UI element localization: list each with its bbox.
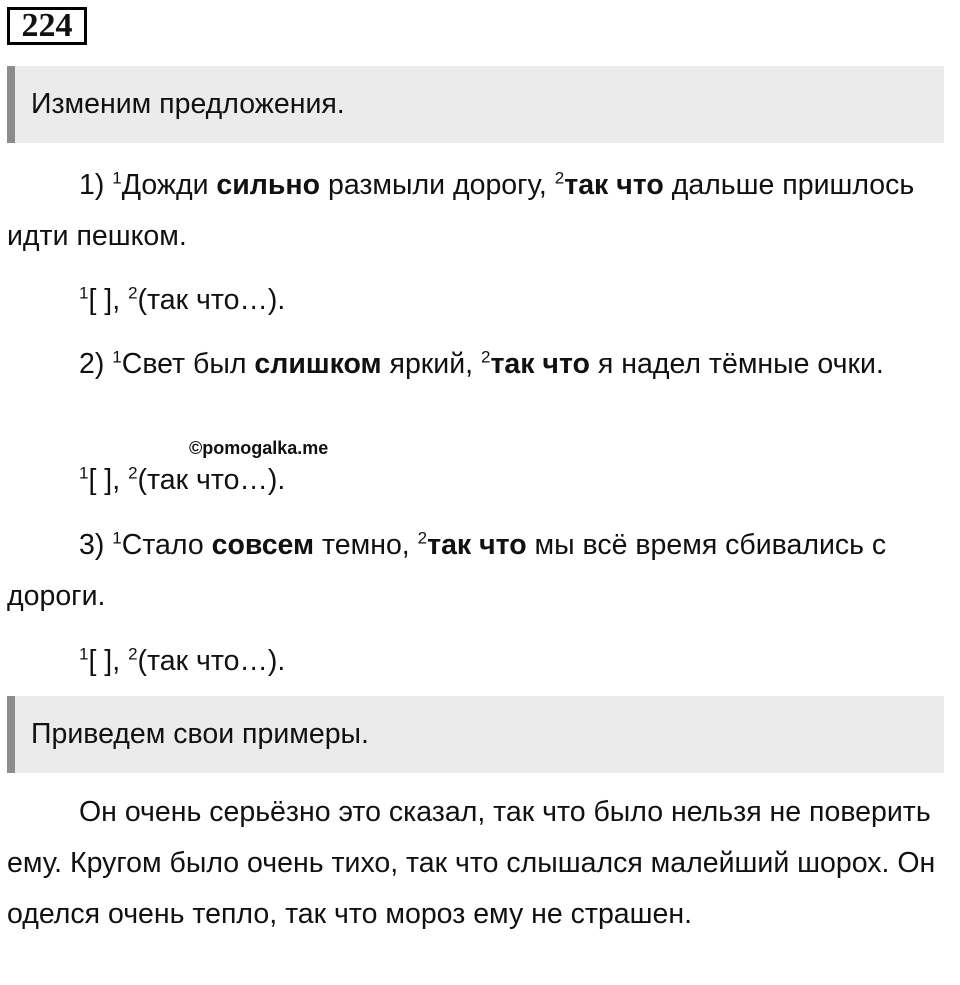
clause-index: 2 (128, 644, 138, 664)
item-number: 1) (79, 169, 105, 201)
item-number: 3) (79, 529, 105, 561)
clause-index: 2 (480, 347, 491, 367)
text-part: дальше пришлось идти пешком. (7, 169, 915, 252)
clause-index: 1 (79, 463, 89, 483)
bold-conjunction: так что (490, 348, 590, 380)
examples-paragraph: Он очень серьёзно это сказал, так что было нельзя не поверить ему. Кругом было очень тихо, так что слышался малейший шорох. Он оделся очень тепло, так что мороз ему не страшен. (7, 796, 936, 930)
clause-index: 2 (417, 528, 428, 548)
sentence-2 (7, 339, 952, 390)
scheme-part: (так что…). (137, 464, 286, 496)
watermark: ©pomogalka.me (189, 438, 329, 458)
clause-index: 1 (112, 168, 122, 188)
bold-conjunction: так что (564, 169, 664, 201)
scheme-3 (79, 636, 285, 687)
clause-index: 1 (112, 528, 122, 548)
clause-index: 1 (79, 283, 89, 303)
text-part: Стало (121, 529, 212, 561)
bold-word: слишком (254, 348, 382, 380)
clause-index: 2 (128, 463, 138, 483)
text-part: размыли дорогу, (320, 169, 555, 201)
sentence-3 (7, 520, 952, 622)
scheme-part: (так что…). (137, 645, 286, 677)
bold-word: совсем (211, 529, 315, 561)
scheme-part: [ ], (88, 464, 129, 496)
scheme-1 (79, 275, 285, 326)
text-part: Свет был (121, 348, 255, 380)
scheme-part: [ ], (88, 645, 129, 677)
text-part: мы всё время сбивались с дороги. (7, 529, 887, 612)
text-part: темно, (314, 529, 418, 561)
scheme-part: [ ], (88, 284, 129, 316)
section-heading-change: Изменим предложения. (7, 66, 944, 143)
item-number: 2) (79, 348, 105, 380)
scheme-2 (79, 455, 285, 506)
sentence-1 (7, 160, 952, 262)
section-heading-examples: Приведем свои примеры. (7, 696, 944, 773)
clause-index: 1 (112, 347, 122, 367)
clause-index: 1 (79, 644, 89, 664)
text-part: Дожди (121, 169, 217, 201)
clause-index: 2 (128, 283, 138, 303)
bold-word: сильно (216, 169, 321, 201)
scheme-part: (так что…). (137, 284, 286, 316)
clause-index: 2 (554, 168, 565, 188)
bold-conjunction: так что (427, 529, 527, 561)
text-part: яркий, (381, 348, 481, 380)
text-part: я надел тёмные очки. (589, 348, 884, 380)
exercise-number: 224 (7, 7, 87, 45)
